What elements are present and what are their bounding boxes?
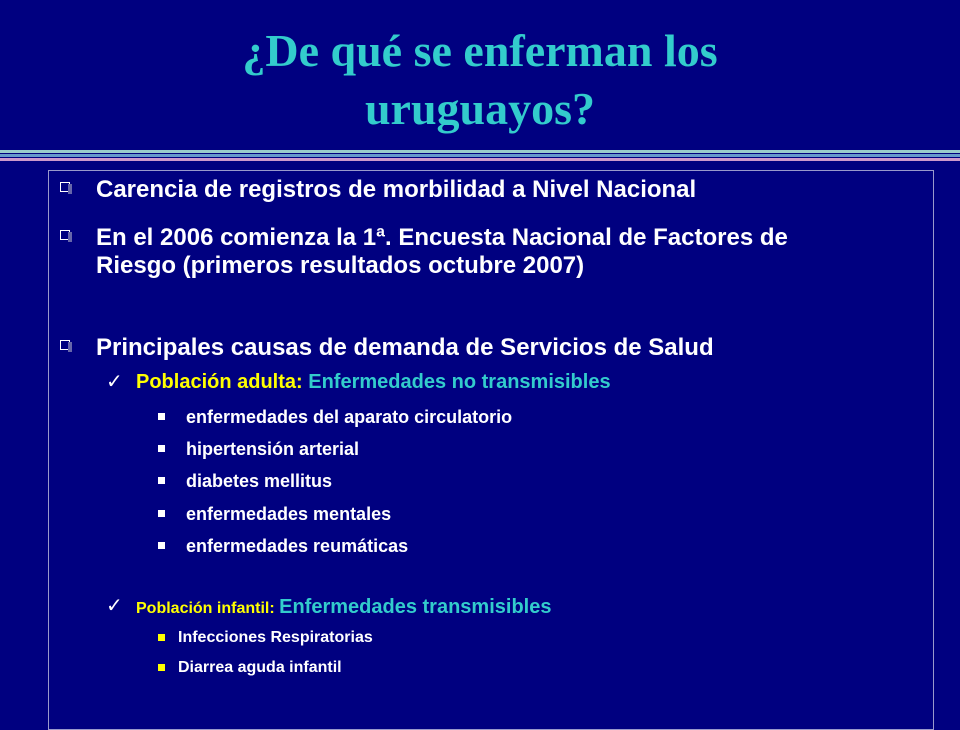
title-line-1: ¿De qué se enferman los (242, 25, 718, 76)
square-bullet-icon (158, 413, 165, 420)
adult-item-4: enfermedades mentales (186, 504, 392, 524)
adult-item-5: enfermedades reumáticas (186, 536, 409, 556)
square-bullet-icon (158, 664, 165, 671)
infant-item-2: Diarrea aguda infantil (178, 659, 342, 676)
square-bullet-icon (158, 542, 165, 549)
title-rule-3 (0, 158, 960, 161)
hollow-square-bullet-icon (60, 230, 72, 242)
infant-item-1: Infecciones Respiratorias (178, 629, 373, 646)
title-line-2: uruguayos? (364, 83, 596, 134)
adult-label: Población adulta: (136, 371, 303, 393)
square-bullet-icon (158, 510, 165, 517)
adult-population-row (136, 370, 611, 394)
adult-value: Enfermedades no transmisibles (308, 371, 611, 393)
checkmark-icon: ✓ (106, 371, 123, 393)
main-bullet-3: Principales causas de demanda de Servicios de Salud (96, 334, 714, 361)
square-bullet-icon (158, 477, 165, 484)
main-bullet-2: En el 2006 comienza la 1ª. Encuesta Nacional de Factores de Riesgo (primeros resultados octubre 2007) (96, 224, 788, 279)
hollow-square-bullet-icon (60, 340, 72, 352)
infant-population-row (136, 595, 551, 621)
title-rule-2 (0, 154, 960, 157)
hollow-square-bullet-icon (60, 182, 72, 194)
main-bullet-1: Carencia de registros de morbilidad a Nivel Nacional (96, 176, 697, 203)
infant-value: Enfermedades transmisibles (279, 596, 552, 618)
adult-item-3: diabetes mellitus (186, 471, 333, 491)
adult-item-1: enfermedades del aparato circulatorio (186, 407, 513, 427)
adult-item-2: hipertensión arterial (186, 439, 360, 459)
square-bullet-icon (158, 634, 165, 641)
infant-label: Población infantil: (136, 600, 275, 617)
title-rule-1 (0, 150, 960, 153)
square-bullet-icon (158, 445, 165, 452)
checkmark-icon: ✓ (106, 595, 123, 617)
slide-title (0, 22, 960, 138)
